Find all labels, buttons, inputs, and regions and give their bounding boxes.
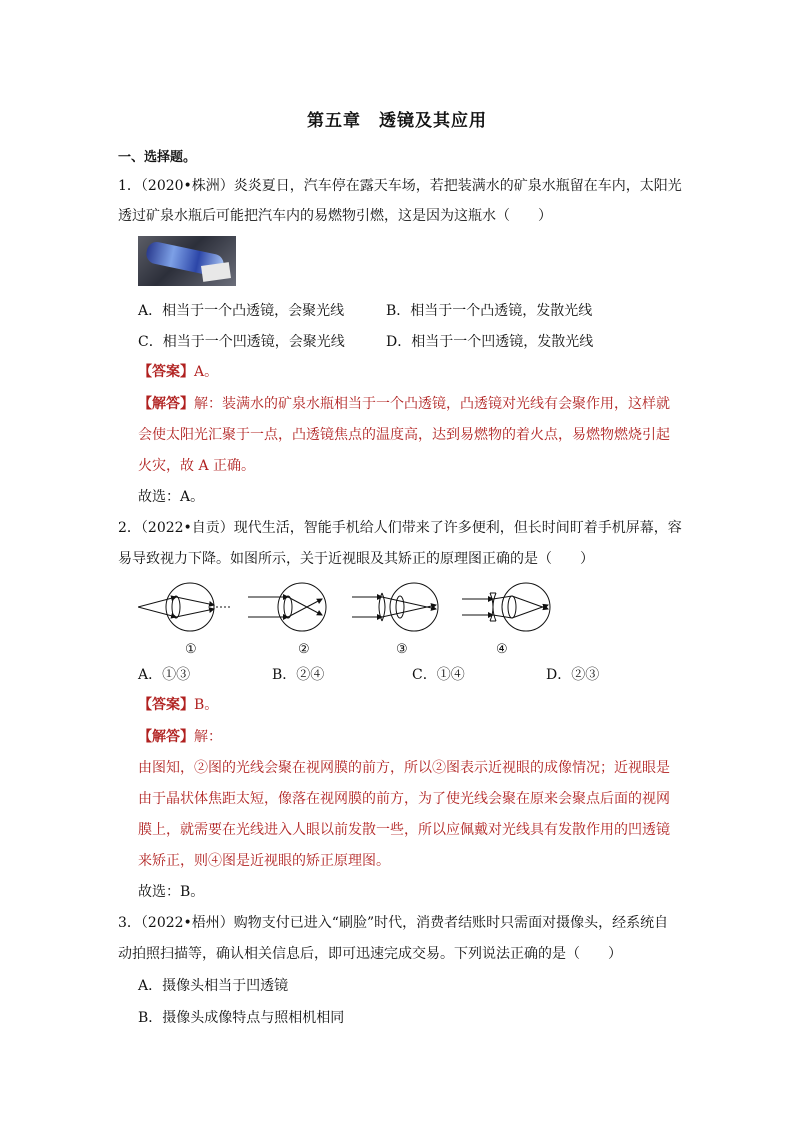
q2-stem-line2: 易导致视力下降。如图所示，关于近视眼及其矫正的原理图正确的是（ ）: [118, 551, 594, 567]
q1-analysis-line2: 会使太阳光汇聚于一点，凸透镜焦点的温度高，达到易燃物的着火点，易燃物燃烧引起: [138, 427, 670, 443]
q3-option-b: B．摄像头成像特点与照相机相同: [138, 1010, 345, 1026]
eye-diagram-3: [352, 583, 438, 631]
analysis-text: 解：装满水的矿泉水瓶相当于一个凸透镜，凸透镜对光线有会聚作用，这样就: [194, 396, 670, 412]
q3-option-a: A．摄像头相当于凹透镜: [138, 978, 289, 994]
q2-choice: 故选：B。: [138, 884, 205, 900]
analysis-tag: 【解答】: [138, 396, 194, 412]
q1-analysis-line3: 火灾，故 A 正确。: [138, 458, 256, 474]
q3-stem-line2: 动拍照扫描等，确认相关信息后，即可迅速完成交易。下列说法正确的是（ ）: [118, 946, 622, 962]
q2-option-b: B．②④: [272, 667, 325, 683]
answer-value: A。: [194, 364, 219, 380]
page-title: 第五章 透镜及其应用: [307, 111, 487, 131]
eye-diagram-1: [138, 583, 230, 631]
q1-stem-line1: 1．（2020•株洲）炎炎夏日，汽车停在露天车场，若把装满水的矿泉水瓶留在车内，太阳光: [118, 178, 682, 194]
q2-option-a: A．①③: [138, 667, 191, 683]
q1-answer: [138, 362, 218, 382]
analysis-tag: 【解答】: [138, 729, 194, 745]
answer-tag: 【答案】: [138, 697, 194, 713]
q1-option-a: A．相当于一个凸透镜，会聚光线: [138, 303, 345, 319]
eye-diagrams: [138, 575, 678, 665]
water-bottle-photo: [138, 236, 236, 286]
section-heading: 一、选择题。: [118, 150, 197, 165]
diagram-label-4: ④: [496, 642, 508, 657]
q2-stem-line1: 2．（2022•自贡）现代生活，智能手机给人们带来了许多便利，但长时间盯着手机屏幕，容: [118, 520, 682, 536]
eye-diagram-4: [462, 583, 550, 631]
q2-analysis-line2: 由于晶状体焦距太短，像落在视网膜的前方，为了使光线会聚在原来会聚点后面的视网: [138, 791, 670, 807]
analysis-text: 解：: [194, 729, 222, 745]
q3-stem-line1: 3．（2022•梧州）购物支付已进入“刷脸”时代，消费者结账时只需面对摄像头，经系统自: [118, 915, 669, 931]
q1-choice: 故选：A。: [138, 489, 205, 505]
q1-option-b: B．相当于一个凸透镜，发散光线: [386, 303, 593, 319]
diagram-label-3: ③: [396, 642, 408, 657]
answer-tag: 【答案】: [138, 364, 194, 380]
paper-shape: [201, 262, 231, 282]
q1-option-c: C．相当于一个凹透镜，会聚光线: [138, 334, 345, 350]
q2-option-d: D．②③: [546, 667, 600, 683]
diagram-label-2: ②: [298, 642, 310, 657]
q1-stem-line2: 透过矿泉水瓶后可能把汽车内的易燃物引燃，这是因为这瓶水（ ）: [118, 208, 552, 224]
diagram-label-1: ①: [185, 642, 197, 657]
q1-option-d: D．相当于一个凹透镜，发散光线: [386, 334, 594, 350]
eye-diagram-2: [248, 583, 326, 631]
q2-analysis-line3: 膜上，就需要在光线进入人眼以前发散一些，所以应佩戴对光线具有发散作用的凹透镜: [138, 822, 670, 838]
q2-answer: [138, 695, 218, 715]
q2-option-c: C．①④: [412, 667, 465, 683]
q2-analysis-line1: 由图知，②图的光线会聚在视网膜的前方，所以②图表示近视眼的成像情况；近视眼是: [138, 760, 670, 776]
q2-analysis-head: [138, 727, 222, 747]
q2-analysis-line4: 来矫正，则④图是近视眼的矫正原理图。: [138, 853, 390, 869]
q1-analysis-line1: [138, 394, 670, 414]
answer-value: B。: [194, 697, 219, 713]
